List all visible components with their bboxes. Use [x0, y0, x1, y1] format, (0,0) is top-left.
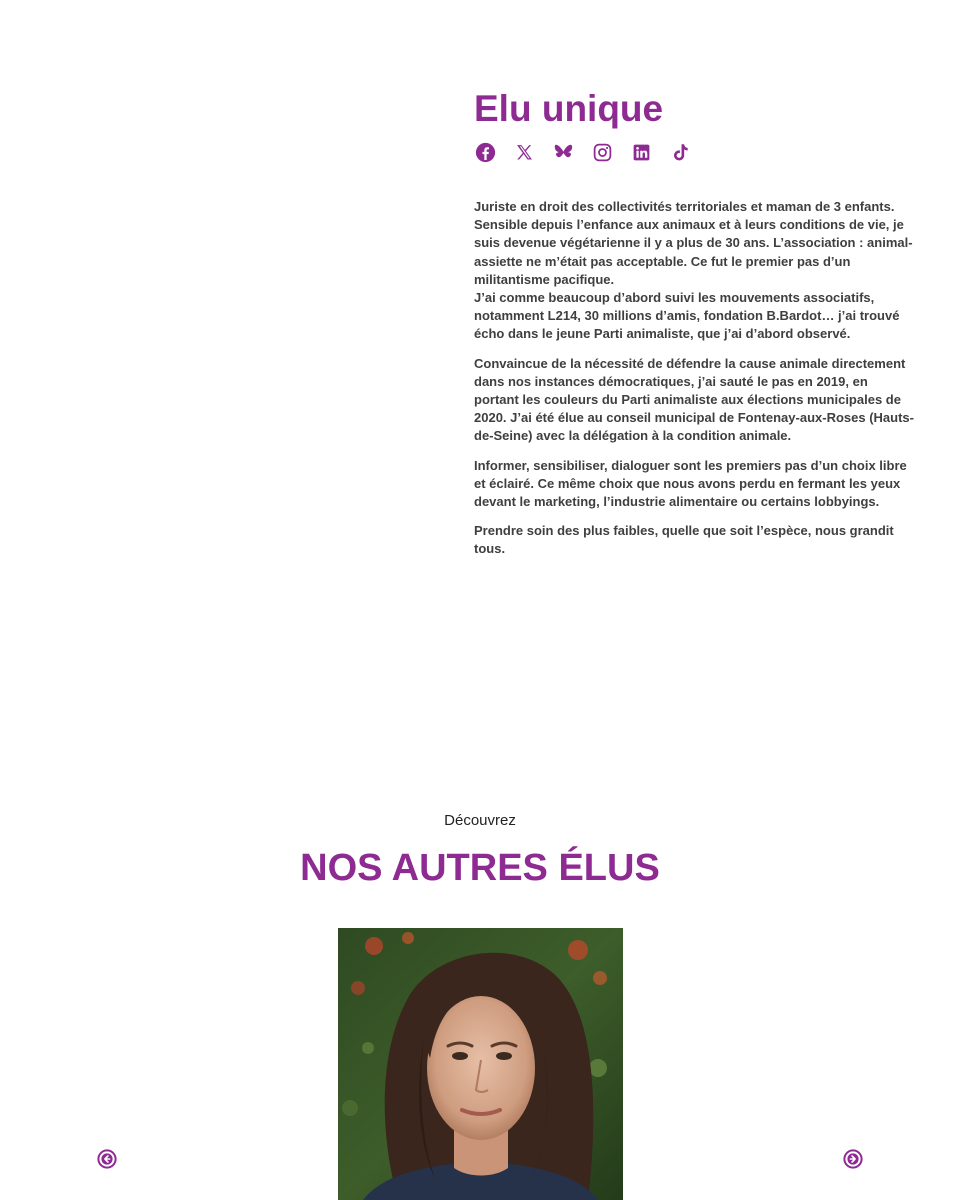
- section-kicker: Découvrez: [444, 812, 516, 829]
- facebook-icon[interactable]: [474, 141, 496, 163]
- profile-title: Elu unique: [474, 88, 664, 129]
- tiktok-icon[interactable]: [669, 141, 691, 163]
- bio-line: Juriste en droit des collectivités territoriales et maman de 3 enfants. Sensible depuis l’enfance aux animaux et à leurs conditions de vie, je suis devenue végétarienne il y a plus de 30 ans. L’association : animal-assiette ne m’était pas acceptable. Ce fut le premier pas d’un militantisme pacifique.: [474, 199, 913, 287]
- bio-paragraph: [474, 198, 914, 344]
- social-links: [474, 140, 914, 164]
- bluesky-icon[interactable]: [552, 141, 574, 163]
- bio-line: J’ai comme beaucoup d’abord suivi les mouvements associatifs, notamment L214, 30 millions d’amis, fondation B.Bardot… j’ai trouvé écho dans le jeune Parti animaliste, que j’ai d’abord observé.: [474, 290, 900, 342]
- arrow-left-circle-icon[interactable]: [97, 1149, 117, 1169]
- linkedin-icon[interactable]: [630, 141, 652, 163]
- biography: [474, 198, 914, 559]
- profile-section: [474, 88, 914, 570]
- bio-paragraph: Prendre soin des plus faibles, quelle que soit l’espèce, nous grandit tous.: [474, 523, 894, 557]
- section-title: NOS AUTRES ÉLUS: [300, 847, 660, 889]
- bio-paragraph: Informer, sensibiliser, dialoguer sont les premiers pas d’un choix libre et éclairé. Ce même choix que nous avons perdu en fermant les yeux devant le marketing, l’industrie alimentaire ou certains lobbyings.: [474, 457, 907, 510]
- arrow-right-circle-icon[interactable]: [843, 1149, 863, 1169]
- x-icon[interactable]: [513, 141, 535, 163]
- bio-paragraph: Convaincue de la nécessité de défendre la cause animale directement dans nos instances démocratiques, j’ai sauté le pas en 2019, en portant les couleurs du Parti animaliste aux élections municipales de 2020. J’ai été élue au conseil municipal de Fontenay-aux-Roses (Hauts-de-Seine) avec la délégation à la condition animale.: [474, 355, 914, 444]
- instagram-icon[interactable]: [591, 141, 613, 163]
- elected-official-photo[interactable]: [338, 928, 623, 1200]
